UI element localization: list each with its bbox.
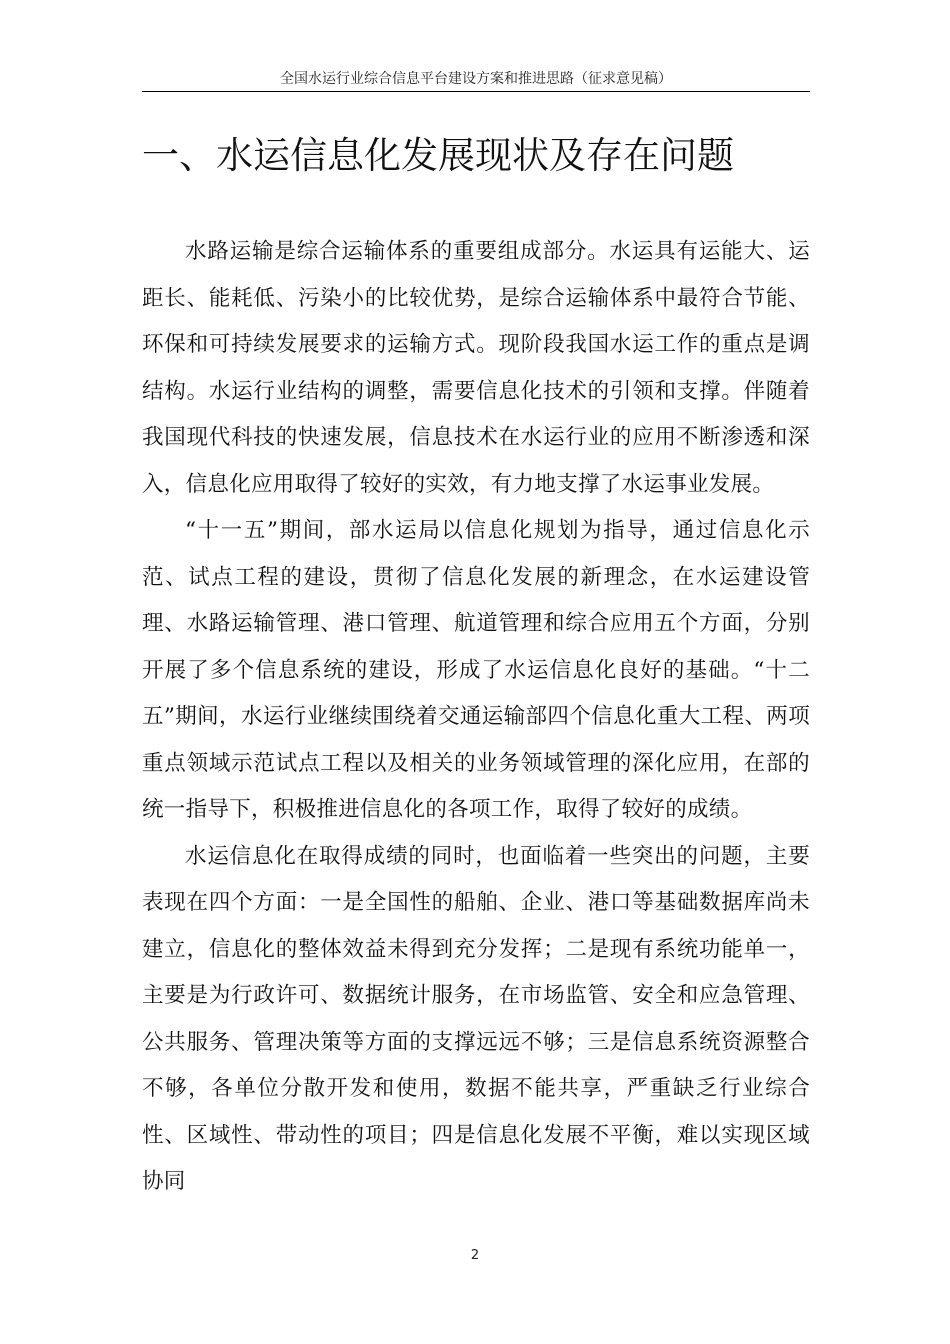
body-text — [142, 229, 810, 1206]
paragraph: 水路运输是综合运输体系的重要组成部分。水运具有运能大、运距长、能耗低、污染小的比较优势，是综合运输体系中最符合节能、环保和可持续发展要求的运输方式。现阶段我国水运工作的重点是调结构。水运行业结构的调整，需要信息化技术的引领和支撑。伴随着我国现代科技的快速发展，信息技术在水运行业的应用不断渗透和深入，信息化应用取得了较好的实效，有力地支撑了水运事业发展。 — [142, 239, 810, 497]
header-rule — [142, 91, 810, 92]
section-heading: 一、水运信息化发展现状及存在问题 — [142, 134, 734, 177]
page-number: 2 — [470, 1248, 480, 1263]
paragraph: “十一五”期间，部水运局以信息化规划为指导，通过信息化示范、试点工程的建设，贯彻了信息化发展的新理念，在水运建设管理、水路运输管理、港口管理、航道管理和综合应用五个方面，分别开展了多个信息系统的建设，形成了水运信息化良好的基础。“十二五”期间，水运行业继续围绕着交通运输部四个信息化重大工程、两项重点领域示范试点工程以及相关的业务领域管理的深化应用，在部的统一指导下，积极推进信息化的各项工作，取得了较好的成绩。 — [142, 518, 810, 822]
paragraph: 水运信息化在取得成绩的同时，也面临着一些突出的问题，主要表现在四个方面：一是全国性的船舶、企业、港口等基础数据库尚未建立，信息化的整体效益未得到充分发挥；二是现有系统功能单一，主要是为行政许可、数据统计服务，在市场监管、安全和应急管理、公共服务、管理决策等方面的支撑远远不够；三是信息系统资源整合不够，各单位分散开发和使用，数据不能共享，严重缺乏行业综合性、区域性、带动性的项目；四是信息化发展不平衡，难以实现区域协同 — [142, 843, 810, 1194]
running-header: 全国水运行业综合信息平台建设方案和推进思路（征求意见稿） — [280, 71, 672, 87]
